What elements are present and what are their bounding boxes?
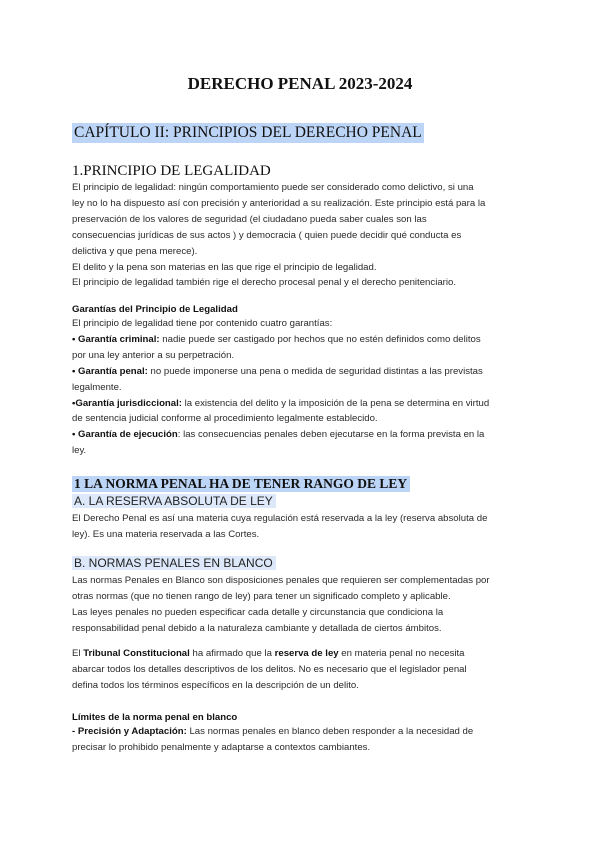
text-line: Las leyes penales no pueden especificar cada detalle y circunstancia que condiciona la [72, 606, 444, 618]
tribunal-paragraph [72, 646, 530, 694]
limites-heading: Límites de la norma penal en blanco [72, 712, 238, 723]
list-item [72, 427, 530, 443]
item-label: •Garantía jurisdiccional: [72, 397, 182, 409]
text-run-bold: Tribunal Constitucional [83, 648, 190, 659]
text-line: El delito y la pena son materias en las que rige el principio de legalidad. [72, 261, 377, 273]
list-item [72, 332, 530, 348]
section-heading-norma: 1 LA NORMA PENAL HA DE TENER RANGO DE LEY [72, 476, 410, 492]
text-run-bold: reserva de ley [274, 648, 339, 659]
garantias-heading: Garantías del Principio de Legalidad [72, 304, 238, 315]
legalidad-paragraph [72, 180, 530, 291]
text-line [72, 646, 530, 662]
text-line: delictiva y que pena merece). [72, 245, 198, 257]
list-item [72, 724, 530, 740]
subsection-heading-reserva: A. LA RESERVA ABSOLUTA DE LEY [72, 494, 276, 508]
text-line: defina todos los términos específicos en la descripción de un delito. [72, 679, 359, 691]
text-run: en materia penal no necesita [338, 648, 465, 659]
text-line: ley. [72, 445, 87, 457]
text-line: ley no lo ha dispuesto así con precisión y anterioridad a su realización. Este principio está para la [72, 197, 486, 209]
reserva-paragraph [72, 511, 530, 543]
limites-paragraph [72, 724, 530, 756]
text-line: ley). Es una materia reservada a las Cortes. [72, 528, 260, 540]
item-text: Las normas penales en blanco deben responder a la necesidad de [186, 726, 474, 737]
text-line: El principio de legalidad también rige el derecho procesal penal y el derecho penitenciario. [72, 277, 456, 289]
subsection-heading-blanco: B. NORMAS PENALES EN BLANCO [72, 556, 276, 570]
item-text: : las consecuencias penales deben ejecutarse en la forma prevista en la [177, 429, 485, 441]
garantias-list [72, 316, 530, 459]
list-item [72, 364, 530, 380]
item-label: - Precisión y Adaptación: [72, 726, 187, 737]
item-text: nadie puede ser castigado por hechos que no estén definidos como delitos [159, 333, 481, 345]
item-text: la existencia del delito y la imposición de la pena se determina en virtud [182, 397, 490, 409]
text-line: responsabilidad penal debido a la naturaleza cambiante y detallada de ciertos ámbitos. [72, 622, 442, 634]
text-line: legalmente. [72, 381, 122, 393]
text-line: precisar lo prohibido penalmente y adaptarse a contextos cambiantes. [72, 741, 371, 753]
list-item [72, 396, 530, 412]
blanco-paragraph [72, 573, 530, 637]
text-line: El principio de legalidad: ningún comportamiento puede ser considerado como delictivo, si una [72, 182, 474, 193]
item-text: no puede imponerse una pena o medida de seguridad distintas a las previstas [147, 365, 483, 377]
text-line: consecuencias jurídicas de sus actos ) y democracia ( quien puede decidir qué conducta es [72, 229, 462, 241]
chapter-heading: CAPÍTULO II: PRINCIPIOS DEL DERECHO PENAL [74, 124, 422, 141]
item-label: • Garantía criminal: [72, 333, 160, 345]
text-run: El [72, 648, 84, 659]
text-line: preservación de los valores de seguridad (el ciudadano pueda saber cuales son las [72, 213, 427, 225]
text-line: de sentencia judicial conforme al procedimiento legalmente establecido. [72, 413, 378, 425]
text-line: abarcar todos los detalles descriptivos de los delitos. No es necesario que el legislador penal [72, 663, 467, 675]
item-label: • Garantía penal: [72, 365, 148, 377]
section-heading-legalidad: 1.PRINCIPIO DE LEGALIDAD [72, 163, 271, 179]
text-line: otras normas (que no tienen rango de ley) para tener un significado completo y aplicable. [72, 590, 451, 602]
garantias-intro: El principio de legalidad tiene por contenido cuatro garantías: [72, 318, 333, 329]
document-title: DERECHO PENAL 2023-2024 [187, 74, 413, 93]
text-run: ha afirmado que la [189, 648, 275, 659]
text-line: El Derecho Penal es así una materia cuya regulación está reservada a la ley (reserva absoluta de [72, 513, 488, 524]
item-label: • Garantía de ejecución [72, 429, 178, 441]
text-line: por una ley anterior a su perpetración. [72, 349, 235, 361]
text-line: Las normas Penales en Blanco son disposiciones penales que requieren ser complementadas por [72, 575, 490, 586]
